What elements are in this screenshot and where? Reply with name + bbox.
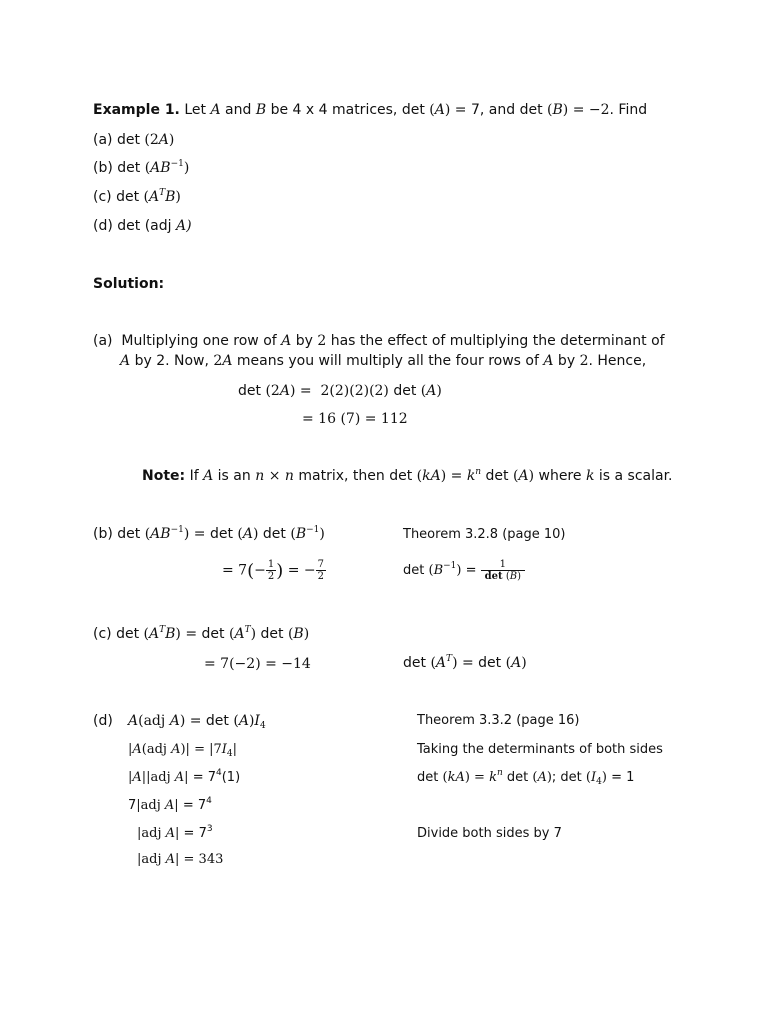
solution-d-ref2: Taking the determinants of both sides <box>417 742 663 757</box>
part-a: (a) det (2A) <box>93 132 175 148</box>
solution-d-ref5: Divide both sides by 7 <box>417 826 562 841</box>
solution-b-eq2: = 7(− $\frac{1}{2}$ ) = − $\frac{7}{2}$ <box>222 559 325 582</box>
solution-d-eq5: |adj $A| = 7^3$ <box>137 824 213 841</box>
intro-a: Let <box>184 102 211 118</box>
fraction-one-half: $\frac{1}{2}$ <box>267 559 275 582</box>
solution-c-eq2: = 7(−2) = −14 <box>204 656 311 672</box>
example-heading: Example 1. <box>93 102 180 118</box>
part-b: (b) $\det (AB^{-1})$ <box>93 159 190 176</box>
solution-a-eq1: det (2A) = 2(2)(2)(2) det (A) <box>238 383 442 399</box>
solution-b-eq1: (b) $\det (AB^{-1}) = \det (A)$ $\det (B^{-1})$ <box>93 525 325 542</box>
solution-c-ref: $\det (A^T) = \det (A)$ <box>403 654 527 671</box>
intro-d: 7, and det <box>466 102 548 118</box>
note-label: Note: <box>142 468 186 484</box>
solution-b-ref1: Theorem 3.2.8 (page 10) <box>403 527 566 542</box>
solution-a-eq2: = 16 (7) = 112 <box>302 411 408 427</box>
intro-c: be 4 x 4 matrices, det <box>266 102 430 118</box>
solution-d-eq4: 7|adj $A| = 7^4$ <box>128 796 212 813</box>
solution-d-eq2: |A(adj $A)| = |7I_4|$ <box>128 742 238 759</box>
fraction-seven-halves: $\frac{7}{2}$ <box>317 559 325 582</box>
solution-d-eq6: |adj A| = 343 <box>137 852 224 867</box>
solution-d-ref1: Theorem 3.3.2 (page 16) <box>417 713 580 728</box>
solution-b-ref2: $\det (B^{-1})$ = $\frac{1}{\det (B)}$ <box>403 559 525 582</box>
solution-d-label: (d) <box>93 713 113 729</box>
intro-f: . Find <box>609 102 648 118</box>
note: Note: If A is an n × n matrix, then $\det (kA) = k^n$ det (A) where k is a scalar. <box>142 467 673 484</box>
solution-d-ref3: $\det (kA) = k^n$ det (A); $\det (I_4) = 1$ <box>417 768 635 787</box>
part-d: (d) det (adj A) <box>93 218 192 234</box>
intro-b: and <box>220 102 256 118</box>
solution-a-line2: A by 2. Now, 2A means you will multiply all the four rows of A by 2. Hence, <box>120 353 647 369</box>
fraction-inverse-det: $\frac{1}{\det (B)}$ <box>481 559 525 582</box>
solution-d-eq1: A(adj $A) = \det (A)I_4$ <box>128 713 266 731</box>
intro-e: −2 <box>588 102 610 118</box>
example-statement: Example 1. Let A and B be 4 x 4 matrices, det (A) = 7, and det (B) = −2. Find <box>93 102 648 118</box>
solution-a-line1: (a) Multiplying one row of A by 2 has the effect of multiplying the determinant of <box>93 333 665 349</box>
solution-heading: Solution: <box>93 276 165 292</box>
part-c: (c) $\det (A^TB)$ <box>93 188 181 205</box>
solution-d-eq3: |A||adj $A| = 7^4(1)$ <box>128 768 241 785</box>
solution-c-eq1: (c) $\det (A^TB) = \det (A^T)$ det (B) <box>93 625 310 642</box>
